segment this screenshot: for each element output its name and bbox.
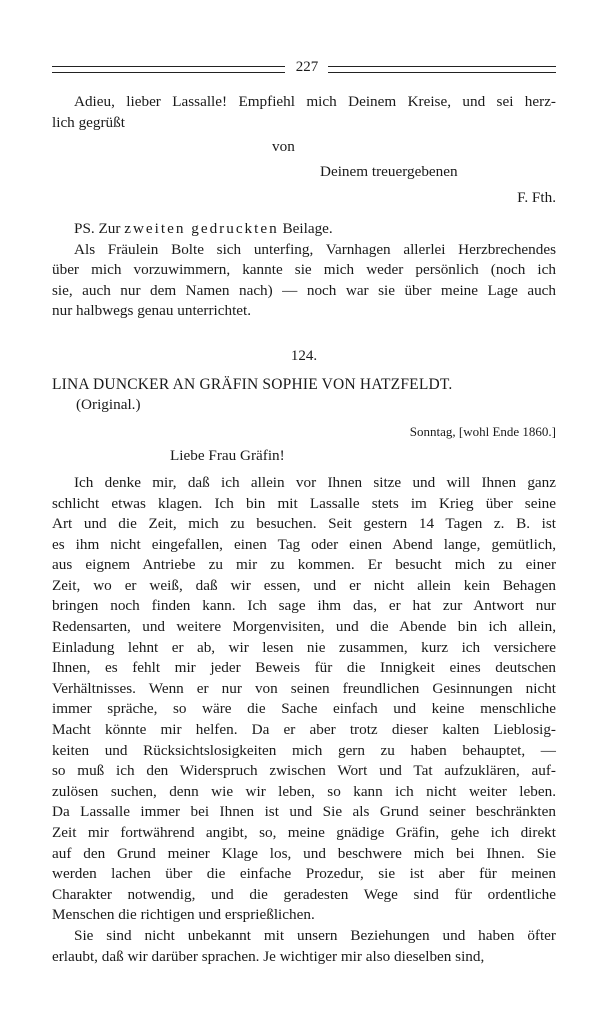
text-line: sie, auch nur dem Namen nach) — noch war sie über meine Lage auch	[52, 281, 556, 299]
text-line: Menschen die richtigen und ersprießlichen.	[52, 906, 315, 924]
header-rule-right	[328, 66, 556, 73]
text-line: Sie sind nicht unbekannt mit unsern Beziehungen und haben öfter	[74, 926, 556, 944]
postscript-lead-suffix: Beilage.	[278, 219, 333, 237]
page-header	[52, 54, 556, 80]
text-line: lich gegrüßt	[52, 113, 125, 131]
letter-body	[52, 473, 556, 926]
text-line: Ihnen, es fehlt mir jeder Beweis für die Innigkeit eines deutschen	[52, 659, 556, 677]
text-line: erlaubt, daß wir darüber sprachen. Je wichtiger mir also dieselben sind,	[52, 947, 485, 965]
text-line: auf den Grund meiner Klage los, und beschwere mich bei Ihnen. Sie	[52, 844, 556, 862]
text-line: so muß ich den Widerspruch zwischen Wort und Tat aufzuklären, auf-	[52, 762, 556, 780]
closing-initials: F. Fth.	[517, 189, 556, 207]
text-line: es ihm nicht eingefallen, einen Tag oder einen Abend lange, gemütlich,	[52, 535, 556, 553]
header-rule-left	[52, 66, 285, 73]
text-line: Als Fräulein Bolte sich unterfing, Varnhagen allerlei Herzbrechendes	[74, 240, 556, 258]
closing-paragraph	[52, 92, 556, 133]
postscript-lead-spaced: zweiten gedruckten	[124, 219, 279, 237]
text-line: Ich denke mir, daß ich allein vor Ihnen sitze und will Ihnen ganz	[74, 473, 556, 491]
postscript	[52, 219, 556, 322]
text-line: Charakter notwendig, und die geradesten Wege sind für ordentliche	[52, 885, 556, 903]
letter-dateline: Sonntag, [wohl Ende 1860.]	[409, 423, 556, 439]
closing-signature: Deinem treuergebenen	[320, 162, 458, 180]
text-line: Da Lassalle immer bei Ihnen ist und Sie als Grund seiner beschränkten	[52, 803, 556, 821]
text-line: über mich vorzuwimmern, kannte sie mich weder persönlich (noch ich	[52, 261, 556, 279]
text-line: Redensarten, und weitere Morgenvisiten, und die Abende bin ich allein,	[52, 618, 556, 636]
text-line: bringen noch finden kann. Ich sage ihm das, er hat zur Antwort nur	[52, 597, 556, 615]
closing-von: von	[272, 138, 295, 156]
text-line: Adieu, lieber Lassalle! Empfiehl mich Deinem Kreise, und sei herz-	[74, 93, 556, 110]
text-line: Macht könnte mir helfen. Da er aber trotz dieser kalten Lieblosig-	[52, 721, 556, 739]
text-line: Zeit mir fortwährend angibt, so, meine gnädige Gräfin, gehe ich direkt	[52, 824, 556, 841]
text-line: werden lachen über die einfache Prozedur, sie ist aber für meinen	[52, 865, 556, 883]
text-line: Art und die Zeit, mich zu besuchen. Seit gestern 14 Tagen z. B. ist	[52, 515, 556, 533]
text-line: aus eignem Antriebe zu mir zu kommen. Er besucht mich zu einer	[52, 556, 556, 574]
letter-number: 124.	[290, 347, 318, 364]
postscript-lead	[52, 219, 556, 240]
text-line: nur halbwegs genau unterrichtet.	[52, 302, 252, 320]
text-line: immer spräche, so wäre die Sache einfach und keine menschliche	[52, 700, 556, 718]
letter-heading: LINA DUNCKER AN GRÄFIN SOPHIE VON HATZFELDT.	[52, 375, 453, 393]
text-line: zulösen suchen, denn wie wir leben, so kann ich nicht weiter leben.	[52, 782, 556, 800]
page-number: 227	[295, 59, 319, 75]
text-line: schlicht etwas klagen. Ich bin mit Lassalle stets im Krieg über seine	[52, 494, 556, 512]
letter-body-final	[52, 926, 556, 967]
text-line: Zeit, wo er weiß, daß wir essen, und er nicht allein kein Behagen	[52, 576, 556, 594]
letter-salutation: Liebe Frau Gräfin!	[170, 447, 285, 465]
book-page	[52, 54, 556, 967]
letter-subheading: (Original.)	[76, 396, 141, 414]
postscript-lead-prefix: PS. Zur	[74, 219, 125, 237]
text-line: Verhältnisses. Wenn er nur von seinen freundlichen Gesinnungen nicht	[52, 679, 556, 697]
text-line: keiten und Rücksichtslosigkeiten mich gern zu haben behauptet, —	[52, 741, 556, 759]
text-line: Einladung lehnt er ab, wir lesen nie zusammen, kurz ich versichere	[52, 638, 556, 656]
